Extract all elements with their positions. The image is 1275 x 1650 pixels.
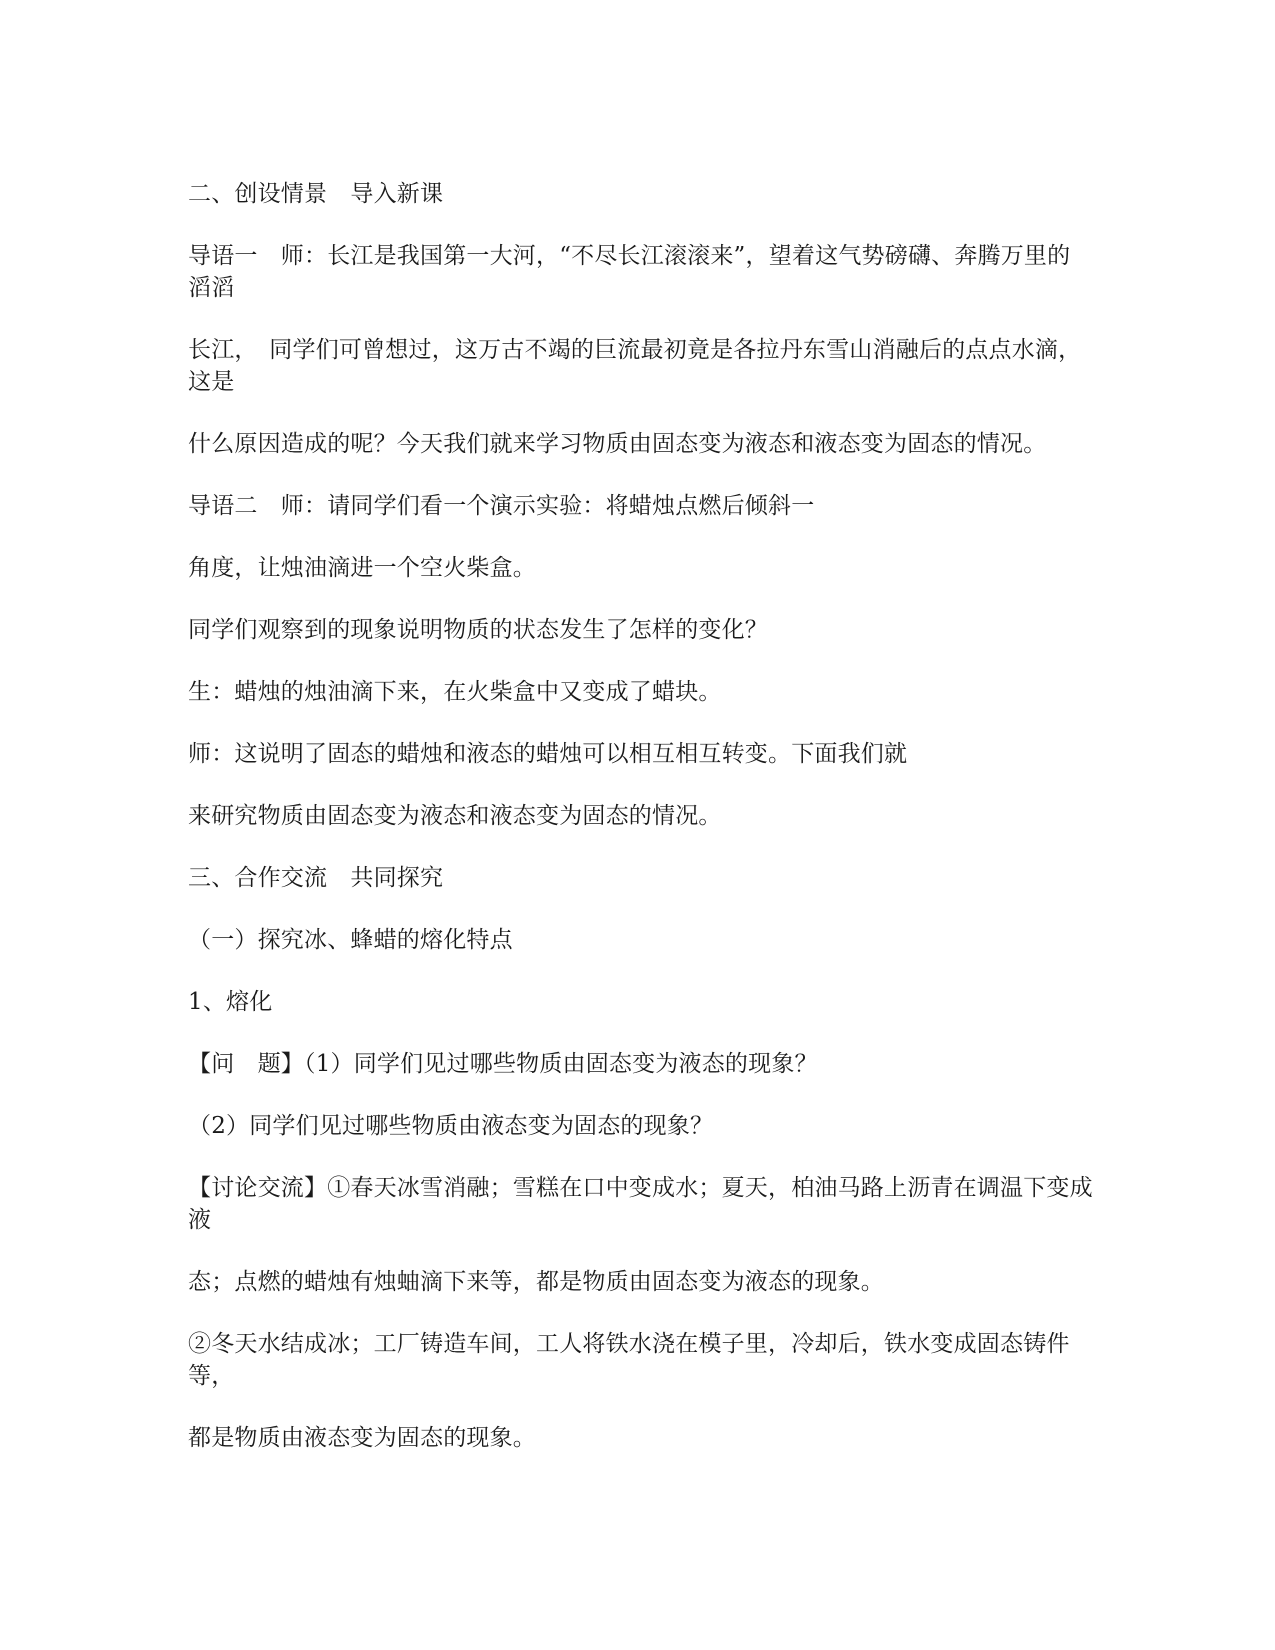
section-heading-three: 三、合作交流 共同探究 [188, 865, 444, 891]
discussion-item-two-continued: 都是物质由液态变为固态的现象。 [188, 1425, 536, 1451]
section-heading-two: 二、创设情景 导入新课 [188, 181, 444, 207]
discussion-item-one-continued: 态；点燃的蜡烛有烛蚰滴下来等，都是物质由固态变为液态的现象。 [188, 1269, 884, 1295]
question-two: （2）同学们见过哪些物质由液态变为固态的现象？ [188, 1113, 714, 1139]
teacher-explanation: 师：这说明了固态的蜡烛和液态的蜡烛可以相互相互转变。下面我们就 [188, 741, 908, 767]
intro-one-paragraph: 导语一 师：长江是我国第一大河，“不尽长江滚滚来”，望着这气势磅礴、奔腾万里的滔滔 [188, 243, 1071, 301]
subsection-heading-one: （一）探究冰、蜂蜡的熔化特点 [188, 927, 513, 953]
intro-one-continued: 长江， 同学们可曾想过，这万古不竭的巨流最初竟是各拉丹东雪山消融后的点点水滴，这是 [188, 337, 1082, 395]
intro-two-continued: 角度，让烛油滴进一个空火柴盒。 [188, 555, 536, 581]
intro-two-paragraph: 导语二 师：请同学们看一个演示实验：将蜡烛点燃后倾斜一 [188, 493, 815, 519]
question-one: 【问 题】（1）同学们见过哪些物质由固态变为液态的现象？ [188, 1051, 818, 1077]
intro-one-question: 什么原因造成的呢？今天我们就来学习物质由固态变为液态和液态变为固态的情况。 [188, 431, 1047, 457]
discussion-item-two: ②冬天水结成冰；工厂铸造车间，工人将铁水浇在模子里，冷却后，铁水变成固态铸件等， [188, 1331, 1070, 1389]
topic-melting: 1、熔化 [188, 989, 273, 1015]
document-body [188, 178, 1093, 1484]
discussion-item-one: 【讨论交流】①春天冰雪消融；雪糕在口中变成水；夏天，柏油马路上沥青在调温下变成液 [188, 1175, 1093, 1233]
student-answer: 生：蜡烛的烛油滴下来，在火柴盒中又变成了蜡块。 [188, 679, 722, 705]
observation-question: 同学们观察到的现象说明物质的状态发生了怎样的变化？ [188, 617, 768, 643]
teacher-explanation-continued: 来研究物质由固态变为液态和液态变为固态的情况。 [188, 803, 722, 829]
